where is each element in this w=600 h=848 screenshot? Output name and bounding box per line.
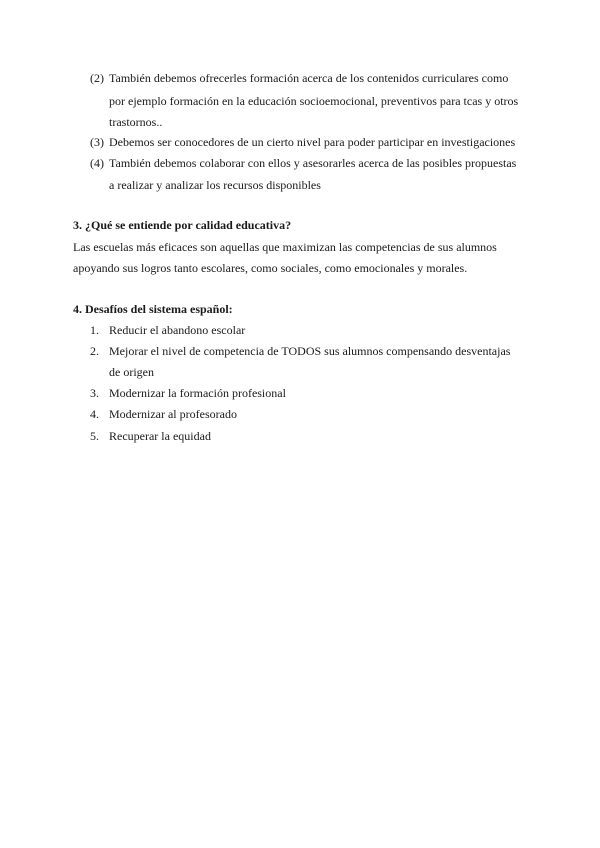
- list-item-line: Debemos ser conocedores de un cierto nivel para poder participar en investigaciones: [109, 135, 516, 149]
- list-item-line: Recuperar la equidad: [109, 429, 211, 443]
- list-marker: (4): [90, 156, 104, 170]
- paragraph-line: apoyando sus logros tanto escolares, como sociales, como emocionales y morales.: [73, 261, 468, 275]
- list-item-line: Mejorar el nivel de competencia de TODOS sus alumnos compensando desventajas: [109, 344, 511, 358]
- list-item-line: También debemos colaborar con ellos y asesorarles acerca de las posibles propuestas: [109, 156, 517, 170]
- section-heading: 4. Desafíos del sistema español:: [73, 302, 233, 316]
- list-item-line: trastornos..: [109, 115, 163, 129]
- list-marker: 5.: [90, 429, 99, 443]
- list-marker: 2.: [90, 344, 99, 358]
- list-item-line: Modernizar al profesorado: [109, 407, 237, 421]
- section-heading: 3. ¿Qué se entiende por calidad educativa?: [73, 218, 292, 232]
- paragraph-line: Las escuelas más eficaces son aquellas que maximizan las competencias de sus alumnos: [73, 240, 497, 254]
- list-item-line: Reducir el abandono escolar: [109, 323, 246, 337]
- list-marker: (3): [90, 135, 104, 149]
- list-marker: 1.: [90, 323, 99, 337]
- list-item-line: de origen: [109, 365, 154, 379]
- list-marker: (2): [90, 71, 104, 85]
- list-item-line: por ejemplo formación en la educación socioemocional, preventivos para tcas y otros: [109, 94, 519, 108]
- list-item-line: Modernizar la formación profesional: [109, 386, 286, 400]
- list-marker: 4.: [90, 407, 99, 421]
- list-item-line: a realizar y analizar los recursos disponibles: [109, 178, 321, 192]
- list-marker: 3.: [90, 386, 99, 400]
- list-item-line: También debemos ofrecerles formación acerca de los contenidos curriculares como: [109, 71, 509, 85]
